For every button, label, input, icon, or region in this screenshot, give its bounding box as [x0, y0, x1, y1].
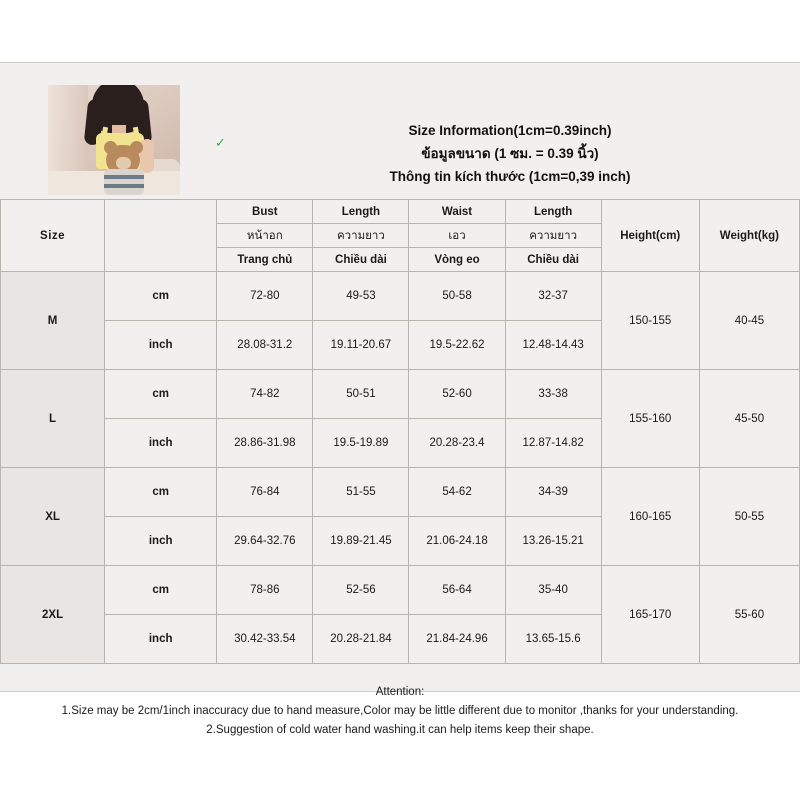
attention-note-1: 1.Size may be 2cm/1inch inaccuracy due to hand measure,Color may be little different due to monitor ,thanks for your understanding.	[61, 705, 739, 717]
cell-length2-inch: 12.87-14.82	[505, 419, 601, 468]
header-length1-th: ความยาว	[313, 224, 409, 248]
cell-length2-inch: 12.48-14.43	[505, 321, 601, 370]
cell-length2-cm: 33-38	[505, 370, 601, 419]
cell-height: 150-155	[601, 272, 699, 370]
cell-weight: 40-45	[699, 272, 799, 370]
cell-length1-inch: 19.11-20.67	[313, 321, 409, 370]
cell-bust-inch: 29.64-32.76	[217, 517, 313, 566]
attention-note-2: 2.Suggestion of cold water hand washing.it can help items keep their shape.	[206, 724, 594, 736]
footer-notes	[0, 683, 800, 740]
cell-waist-cm: 54-62	[409, 468, 505, 517]
row-unit-inch: inch	[105, 615, 217, 664]
title-line-th: ข้อมูลขนาด (1 ซม. = 0.39 นิ้ว)	[421, 146, 599, 161]
cell-height: 160-165	[601, 468, 699, 566]
cell-bust-inch: 28.08-31.2	[217, 321, 313, 370]
cell-weight: 55-60	[699, 566, 799, 664]
header-length2-en: Length	[505, 200, 601, 224]
header-length1-en: Length	[313, 200, 409, 224]
product-photo	[48, 85, 180, 195]
table-row	[1, 566, 800, 615]
cell-length2-cm: 34-39	[505, 468, 601, 517]
row-size-label: M	[1, 272, 105, 370]
cell-length1-inch: 20.28-21.84	[313, 615, 409, 664]
cell-length2-cm: 35-40	[505, 566, 601, 615]
title-line-en: Size Information(1cm=0.39inch)	[408, 123, 612, 138]
cell-length2-cm: 32-37	[505, 272, 601, 321]
cell-waist-cm: 50-58	[409, 272, 505, 321]
header-size: Size	[1, 200, 105, 272]
header-bust-en: Bust	[217, 200, 313, 224]
table-row	[1, 370, 800, 419]
header-length2-vi: Chiều dài	[505, 248, 601, 272]
size-chart-sheet	[0, 62, 800, 736]
cell-length2-inch: 13.26-15.21	[505, 517, 601, 566]
row-size-label: XL	[1, 468, 105, 566]
cell-bust-cm: 76-84	[217, 468, 313, 517]
cell-length1-inch: 19.89-21.45	[313, 517, 409, 566]
cell-bust-inch: 30.42-33.54	[217, 615, 313, 664]
cell-length1-inch: 19.5-19.89	[313, 419, 409, 468]
row-size-label: 2XL	[1, 566, 105, 664]
photo-bear-stripe-upper	[104, 175, 144, 179]
row-unit-inch: inch	[105, 321, 217, 370]
cell-waist-cm: 56-64	[409, 566, 505, 615]
table-header-row-en	[1, 200, 800, 224]
row-unit-cm: cm	[105, 370, 217, 419]
cell-length1-cm: 49-53	[313, 272, 409, 321]
green-check-icon: ✓	[215, 135, 226, 150]
chart-title	[220, 119, 800, 188]
cell-length2-inch: 13.65-15.6	[505, 615, 601, 664]
cell-weight: 45-50	[699, 370, 799, 468]
row-unit-cm: cm	[105, 272, 217, 321]
header-zone	[0, 63, 800, 199]
cell-length1-cm: 50-51	[313, 370, 409, 419]
header-waist-th: เอว	[409, 224, 505, 248]
header-weight: Weight(kg)	[699, 200, 799, 272]
header-height: Height(cm)	[601, 200, 699, 272]
cell-bust-inch: 28.86-31.98	[217, 419, 313, 468]
cell-length1-cm: 51-55	[313, 468, 409, 517]
cell-waist-cm: 52-60	[409, 370, 505, 419]
cell-length1-cm: 52-56	[313, 566, 409, 615]
row-size-label: L	[1, 370, 105, 468]
header-waist-vi: Vòng eo	[409, 248, 505, 272]
header-unit-blank	[105, 200, 217, 272]
row-unit-inch: inch	[105, 517, 217, 566]
cell-waist-inch: 20.28-23.4	[409, 419, 505, 468]
row-unit-cm: cm	[105, 468, 217, 517]
photo-bear-body	[104, 169, 144, 195]
table-row	[1, 468, 800, 517]
photo-bear-muzzle	[116, 157, 131, 169]
row-unit-cm: cm	[105, 566, 217, 615]
header-bust-th: หน้าอก	[217, 224, 313, 248]
cell-bust-cm: 74-82	[217, 370, 313, 419]
header-length2-th: ความยาว	[505, 224, 601, 248]
cell-waist-inch: 21.84-24.96	[409, 615, 505, 664]
header-length1-vi: Chiều dài	[313, 248, 409, 272]
size-chart-table	[0, 199, 800, 664]
header-bust-vi: Trang chủ	[217, 248, 313, 272]
table-row	[1, 272, 800, 321]
row-unit-inch: inch	[105, 419, 217, 468]
header-waist-en: Waist	[409, 200, 505, 224]
cell-waist-inch: 19.5-22.62	[409, 321, 505, 370]
cell-waist-inch: 21.06-24.18	[409, 517, 505, 566]
attention-title: Attention:	[375, 686, 425, 698]
cell-weight: 50-55	[699, 468, 799, 566]
cell-bust-cm: 78-86	[217, 566, 313, 615]
photo-bear-stripe-lower	[104, 184, 144, 188]
title-line-vi: Thông tin kích thước (1cm=0,39 inch)	[389, 169, 631, 184]
cell-height: 165-170	[601, 566, 699, 664]
cell-height: 155-160	[601, 370, 699, 468]
cell-bust-cm: 72-80	[217, 272, 313, 321]
